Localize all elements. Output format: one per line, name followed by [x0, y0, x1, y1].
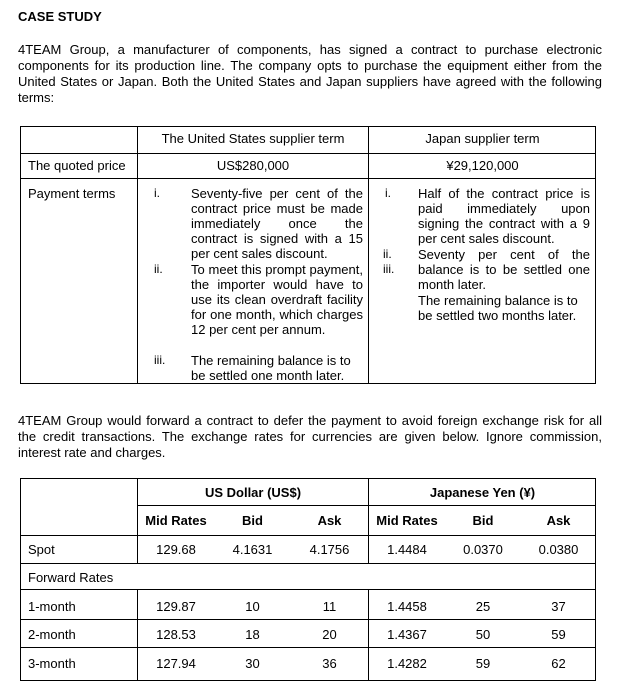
table-cell: 129.87 — [156, 599, 196, 614]
spot-jp-mid: 1.4484 — [387, 542, 427, 557]
table-row-label: 3-month — [28, 656, 76, 671]
col-jp-mid: Mid Rates — [376, 513, 438, 528]
forward-rates-label: Forward Rates — [28, 570, 114, 585]
group-us-dollar: US Dollar (US$) — [204, 485, 302, 500]
jp-item-number: ii. — [383, 247, 392, 261]
jp-term-2: Seventy per cent of the balance is to be settled one month later. — [418, 247, 590, 292]
exchange-paragraph: 4TEAM Group would forward a contract to defer the payment to avoid foreign exchange risk for all the credit transactions. The exchange rates for currencies are given below. Ignore commission, interest rate and charges. — [18, 413, 602, 460]
supplier-terms-table — [20, 126, 596, 384]
col-us-ask: Ask — [317, 513, 342, 528]
us-item-number: ii. — [154, 262, 163, 276]
spot-label: Spot — [28, 542, 55, 557]
table-cell: 10 — [245, 599, 260, 614]
table-cell: 1.4458 — [387, 599, 427, 614]
col-jp-bid: Bid — [472, 513, 494, 528]
header-us-supplier: The United States supplier term — [161, 131, 345, 146]
us-item-number: iii. — [154, 353, 166, 367]
jp-item-number: iii. — [383, 262, 395, 276]
spot-jp-bid: 0.0370 — [463, 542, 503, 557]
intro-paragraph: 4TEAM Group, a manufacturer of components, has signed a contract to purchase electronic components for its production line. The company opts to purchase the equipment either from the United States or Japan. Both the United States and Japan suppliers have agreed with the following terms: — [18, 42, 602, 105]
table-cell: 59 — [551, 627, 566, 642]
spot-jp-ask: 0.0380 — [538, 542, 579, 557]
table-cell: 30 — [245, 656, 260, 671]
table-cell: 18 — [245, 627, 260, 642]
group-japanese-yen: Japanese Yen (¥) — [429, 485, 536, 500]
us-term-3: The remaining balance is to be settled one month later. — [191, 353, 351, 383]
quoted-price-label: The quoted price — [28, 158, 126, 173]
us-item-number: i. — [154, 186, 160, 200]
quoted-price-us: US$280,000 — [216, 158, 290, 173]
us-term-2: To meet this prompt payment, the importer would have to use its clean overdraft facility for one month, which charges 12 per cent per annum. — [191, 262, 363, 337]
exchange-rates-table — [20, 478, 596, 681]
spot-us-ask: 4.1756 — [309, 542, 350, 557]
table-cell: 25 — [475, 599, 491, 614]
case-study-heading: CASE STUDY — [18, 9, 102, 24]
table-cell: 127.94 — [156, 656, 196, 671]
table-cell: 1.4367 — [387, 627, 427, 642]
table-cell: 36 — [322, 656, 337, 671]
col-us-bid: Bid — [242, 513, 263, 528]
spot-us-mid: 129.68 — [156, 542, 196, 557]
jp-term-1: Half of the contract price is paid immediately upon signing the contract with a 9 per cent sales discount. — [418, 186, 590, 246]
table-cell: 20 — [322, 627, 337, 642]
header-japan-supplier: Japan supplier term — [425, 131, 540, 146]
quoted-price-jp: ¥29,120,000 — [446, 158, 519, 173]
table-cell: 59 — [475, 656, 491, 671]
table-cell: 11 — [322, 599, 337, 614]
spot-us-bid: 4.1631 — [232, 542, 273, 557]
table-cell: 1.4282 — [387, 656, 427, 671]
table-row-label: 1-month — [28, 599, 76, 614]
table-cell: 128.53 — [156, 627, 196, 642]
us-term-1: Seventy-five per cent of the contract price must be made immediately once the contract is signed with a 15 per cent sales discount. — [191, 186, 363, 261]
col-us-mid: Mid Rates — [145, 513, 207, 528]
payment-terms-label: Payment terms — [28, 186, 116, 201]
jp-item-number: i. — [385, 186, 391, 200]
table-row-label: 2-month — [28, 627, 76, 642]
col-jp-ask: Ask — [546, 513, 571, 528]
table-cell: 37 — [551, 599, 566, 614]
table-cell: 62 — [551, 656, 566, 671]
table-cell: 50 — [475, 627, 491, 642]
jp-term-3: The remaining balance is to be settled two months later. — [418, 293, 578, 323]
